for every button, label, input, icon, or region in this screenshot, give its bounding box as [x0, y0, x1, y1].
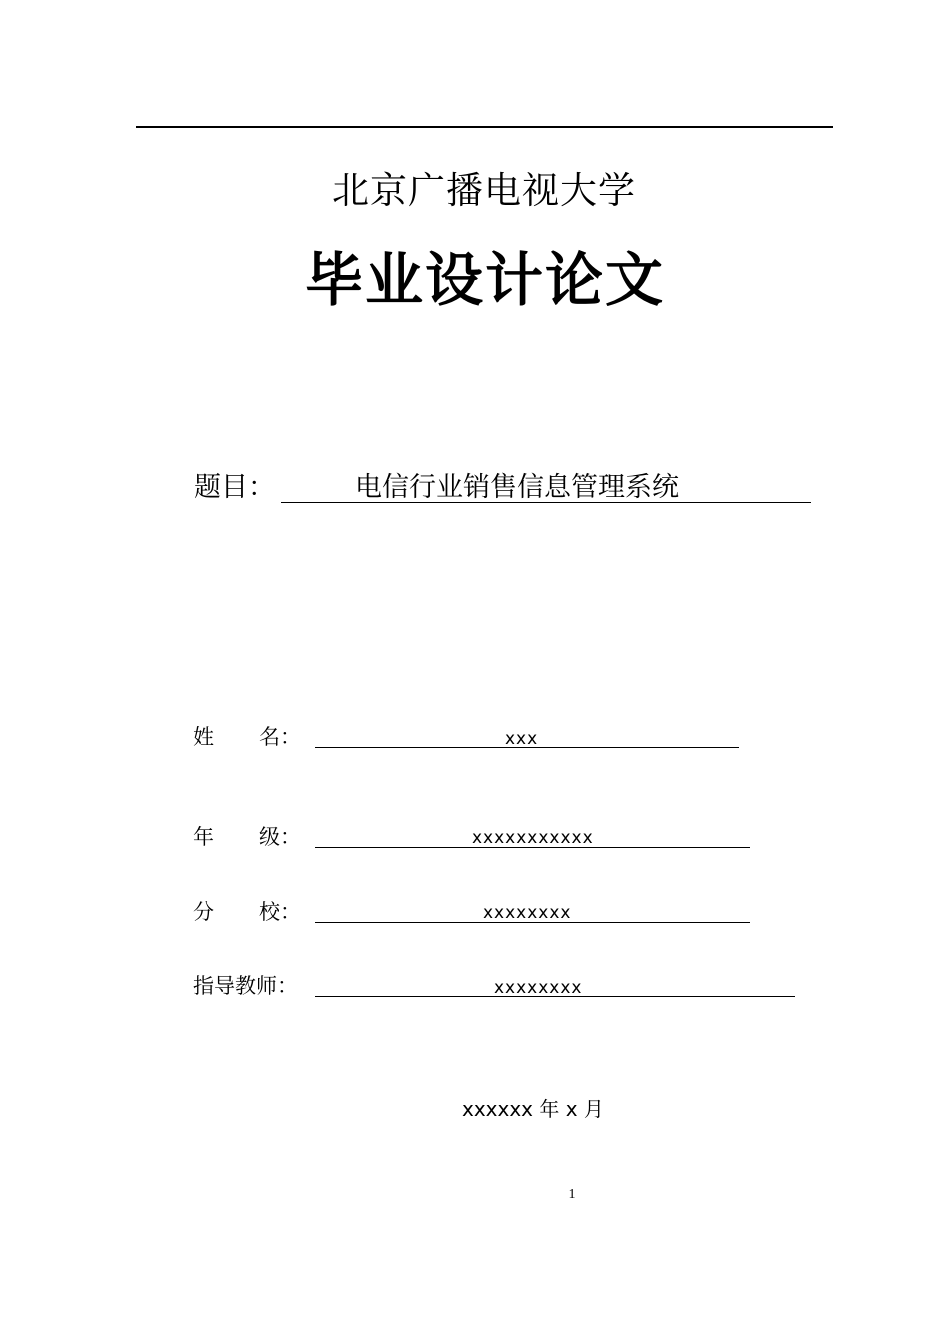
- name-label-first: 姓: [193, 725, 214, 749]
- branch-value: xxxxxxxx: [483, 903, 572, 923]
- grade-value: xxxxxxxxxxx: [472, 828, 594, 848]
- branch-label-first: 分: [193, 900, 214, 924]
- page-number: 1: [568, 1187, 576, 1202]
- name-value: xxx: [505, 729, 539, 749]
- branch-label: [193, 899, 301, 925]
- name-label: [193, 724, 301, 750]
- advisor-label: 指导教师：: [193, 974, 298, 998]
- name-label-second: 名：: [259, 725, 301, 749]
- grade-label-first: 年: [193, 825, 214, 849]
- topic-label: 题目：: [194, 472, 275, 503]
- top-rule: [136, 126, 833, 128]
- university-name: 北京广播电视大学: [332, 169, 636, 212]
- grade-label: [193, 824, 301, 850]
- branch-label-second: 校：: [259, 900, 301, 924]
- thesis-title: 毕业设计论文: [304, 246, 665, 314]
- submission-date: xxxxxx 年 x 月: [462, 1097, 604, 1121]
- topic-value: 电信行业销售信息管理系统: [355, 472, 679, 503]
- grade-label-second: 级：: [259, 825, 301, 849]
- advisor-value: xxxxxxxx: [494, 978, 583, 998]
